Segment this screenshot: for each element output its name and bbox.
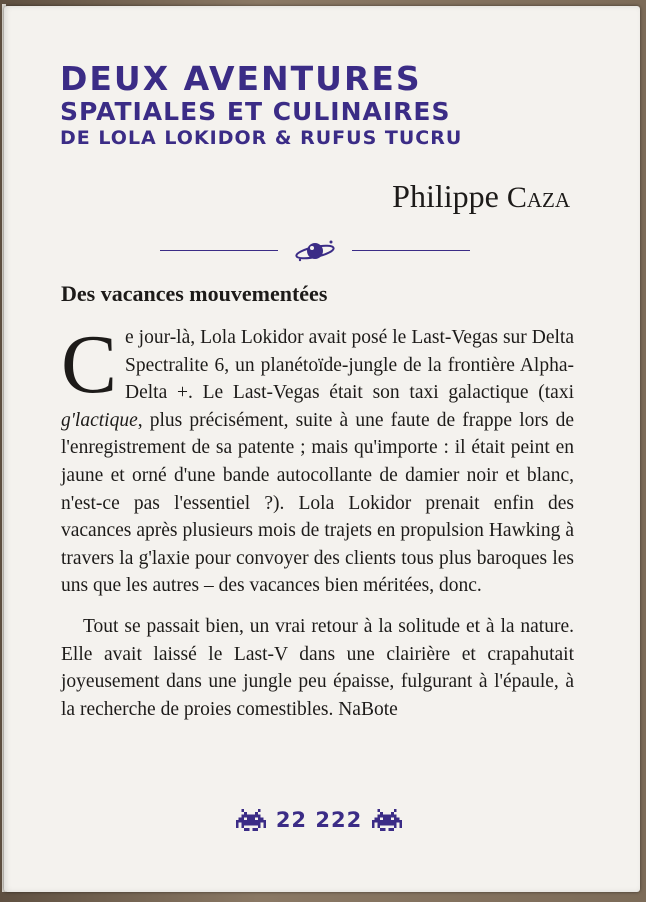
drop-cap: C bbox=[61, 318, 118, 411]
page-footer bbox=[236, 806, 402, 834]
paragraph-1 bbox=[61, 318, 574, 600]
title-line-3: DE LOLA LOKIDOR & RUFUS TUCRU bbox=[60, 127, 463, 149]
author-name bbox=[392, 178, 570, 215]
ornament-rule-right bbox=[352, 250, 470, 251]
paragraph-1-text-a: e jour-là, Lola Lokidor avait posé le Last-Vegas sur Delta Spectralite 6, un planétoïde-jungle de la frontière Alpha-Delta +. Le Last-Vegas était son taxi galactique (taxi bbox=[125, 327, 574, 404]
page-number: 22 222 bbox=[275, 808, 363, 832]
title-line-2: SPATIALES ET CULINAIRES bbox=[60, 97, 451, 126]
paragraph-2: Tout se passait bien, un vrai retour à la solitude et à la nature. Elle avait laissé le Last-V dans une clairière et crapahutait joyeusement dans une jungle peu épaisse, fulgurant à l'épaule, à la recherche de proies comestibles. NaBote bbox=[61, 615, 574, 720]
author-last-name: Caza bbox=[506, 181, 570, 214]
paragraph-1-italic: g'lactique bbox=[61, 409, 138, 431]
author-first-name: Philippe bbox=[392, 178, 499, 214]
book-title bbox=[60, 60, 580, 150]
ornament-rule-left bbox=[160, 250, 278, 251]
title-line-1: DEUX AVENTURES bbox=[60, 59, 422, 98]
paragraph-1-text-b: , plus précisément, suite à une faute de frappe lors de l'enregistrement de sa patente ; mais qu'importe : il était peint en jaune et orné d'une bande autocollante de damier noir et blanc, n'est-ce pas l'essentiel ?). Lola Lokidor prenait enfin des vacances après plusieurs mois de trajets en propulsion Hawking à travers la g'laxie pour convoyer des clients tous plus baroques les uns que les autres – des vacances bien méritées, donc. bbox=[61, 409, 574, 597]
body-text bbox=[61, 318, 574, 723]
space-invader-icon bbox=[236, 809, 266, 831]
section-title: Des vacances mouvementées bbox=[61, 281, 328, 306]
section-ornament bbox=[160, 238, 470, 264]
planet-icon bbox=[293, 238, 337, 264]
space-invader-icon bbox=[372, 809, 402, 831]
